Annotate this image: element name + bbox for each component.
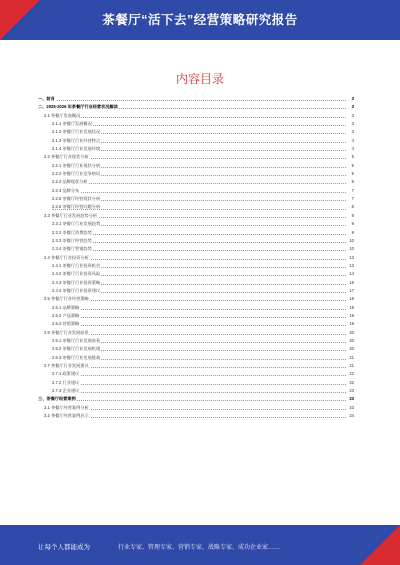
toc-entry[interactable] [38, 203, 354, 211]
toc-entry-label: 2.7.1 政策建议 [52, 371, 80, 377]
toc-page-number: 5 [351, 162, 354, 170]
toc-entry-label: 2.7 茶餐厅行业发展建议 [44, 363, 89, 368]
toc-leader-dots [52, 392, 346, 393]
toc-entry-label: 2.6.2 茶餐厅行业发展机遇 [52, 346, 101, 352]
toc-entry[interactable] [38, 187, 354, 195]
toc-entry-label: 2.3 茶餐厅行业发展趋势分析 [44, 212, 98, 218]
toc-entry[interactable] [38, 304, 354, 312]
toc-entry-label: 2.4.3 茶餐厅行业投资策略 [52, 279, 101, 285]
toc-entry-label: 2.2.4 品牌分布 [52, 187, 80, 193]
toc-page-number: 18 [348, 304, 354, 312]
toc-leader-dots [52, 183, 346, 184]
toc-entry-label: 2.2 茶餐厅行业现状分析 [44, 154, 89, 160]
toc-entry[interactable] [38, 362, 354, 370]
toc-page-number: 22 [348, 370, 354, 378]
toc-entry-label: 2.4.2 茶餐厅行业投资风险 [52, 271, 101, 277]
report-title: 茶餐厅“活下去”经营策略研究报告 [102, 13, 298, 27]
toc-page-number: 3 [351, 112, 354, 120]
toc-entry[interactable] [38, 128, 354, 136]
toc-entry[interactable] [38, 95, 354, 103]
toc-page-number: 8 [351, 203, 354, 211]
toc-entry-label: 2.3.4 茶餐厅营销趋势 [52, 246, 92, 252]
toc-page-number: 22 [348, 379, 354, 387]
toc-page-number: 9 [351, 220, 354, 228]
toc-leader-dots [52, 325, 346, 326]
toc-entry-label: 3.1 茶餐厅经营案例分析 [44, 404, 89, 410]
toc-leader-dots [38, 400, 346, 401]
toc-entry-label: 2.5.2 产品策略 [52, 312, 80, 318]
toc-entry[interactable] [38, 395, 354, 403]
toc-entry-label: 2.5.1 品牌策略 [52, 304, 80, 310]
toc-leader-dots [52, 192, 346, 193]
toc-entry[interactable] [38, 295, 354, 303]
toc-page-number: 5 [351, 153, 354, 161]
toc-entry-label: 2.6.3 茶餐厅行业发展挑战 [52, 354, 101, 360]
toc-entry-label: 2.1.1 茶餐厅发展概况 [52, 121, 92, 127]
toc-page-number: 3 [351, 103, 354, 111]
toc-leader-dots [52, 125, 346, 126]
toc-page-number: 24 [348, 412, 354, 420]
toc-page-number: 14 [348, 270, 354, 278]
toc-entry-label: 2.1 茶餐厅发展概况 [44, 112, 81, 118]
toc-page-number: 10 [348, 237, 354, 245]
toc-entry-label: 2.2.6 茶餐厅经营问题分析 [52, 204, 101, 210]
toc-page-number: 4 [351, 145, 354, 153]
toc-entry[interactable] [38, 345, 354, 353]
toc-entry[interactable] [38, 220, 354, 228]
footer-slogan: 让每个人都能成为 [38, 544, 90, 551]
toc-entry[interactable] [38, 412, 354, 420]
toc-page-number: 13 [348, 262, 354, 270]
toc-entry-label: 2.7.2 行业建议 [52, 379, 80, 385]
toc-entry[interactable] [38, 270, 354, 278]
toc-page-number: 20 [348, 345, 354, 353]
toc-page-number: 3 [351, 95, 354, 103]
toc-entry[interactable] [38, 195, 354, 203]
toc-entry[interactable] [38, 212, 354, 220]
toc-entry-label: 2.2.1 茶餐厅行业现状分析 [52, 162, 101, 168]
toc-page-number: 13 [348, 254, 354, 262]
toc-entry[interactable] [38, 387, 354, 395]
toc-entry[interactable] [38, 320, 354, 328]
toc-entry[interactable] [38, 329, 354, 337]
toc-entry-label: 2.5 茶餐厅行业经营策略 [44, 296, 89, 302]
toc-page-number: 7 [351, 187, 354, 195]
toc-entry[interactable] [38, 162, 354, 170]
toc-entry[interactable] [38, 237, 354, 245]
toc-page-number: 7 [351, 195, 354, 203]
toc-entry[interactable] [38, 112, 354, 120]
toc-entry[interactable] [38, 404, 354, 412]
toc-entry[interactable] [38, 279, 354, 287]
toc-entry[interactable] [38, 379, 354, 387]
toc-leader-dots [52, 234, 346, 235]
toc-entry[interactable] [38, 145, 354, 153]
toc-leader-dots [52, 309, 346, 310]
footer-red-stripe [360, 525, 400, 565]
toc-entry-label: 三、茶餐厅经营案例 [38, 396, 76, 402]
toc-page-number: 23 [348, 404, 354, 412]
toc-page-number: 19 [348, 320, 354, 328]
toc-leader-dots [52, 250, 346, 251]
toc-entry-label: 一、前言 [38, 96, 55, 101]
toc-page-number: 23 [348, 387, 354, 395]
toc-entry-label: 2.3.1 茶餐厅行业发展趋势 [52, 221, 101, 227]
toc-leader-dots [38, 100, 346, 101]
toc-leader-dots [44, 117, 346, 118]
toc-entry-label: 二、2025-2026 年茶餐厅行业经营状况解读 [38, 104, 118, 110]
toc-entry-label: 2.1.3 茶餐厅行业经营特点 [52, 137, 101, 143]
toc-page-number: 21 [348, 354, 354, 362]
toc-entry-label: 2.4.1 茶餐厅行业投资机会 [52, 262, 101, 268]
toc-leader-dots [52, 375, 346, 376]
toc-entry-label: 2.3.2 茶餐厅消费趋势 [52, 229, 92, 235]
toc-entry-label: 2.4 茶餐厅行业投资分析 [44, 254, 89, 260]
toc-entry[interactable] [38, 262, 354, 270]
toc-page-number: 5 [351, 170, 354, 178]
toc-page-number: 19 [348, 312, 354, 320]
toc-page-number: 3 [351, 128, 354, 136]
toc-entry-label: 3.2 茶餐厅经营案例启示 [44, 413, 89, 419]
header-banner [0, 0, 400, 40]
toc-entry[interactable] [38, 178, 354, 186]
footer-subtitle: 行业专家、管理专家、营销专家、战略专家、成功企业家…… [118, 545, 281, 551]
toc-entry-label: 2.5.3 营销策略 [52, 321, 80, 327]
toc-page-number: 10 [348, 245, 354, 253]
toc-page-number: 20 [348, 329, 354, 337]
toc-page-number: 21 [348, 362, 354, 370]
toc-entry-label: 2.2.5 茶餐厅经营现状分析 [52, 196, 101, 202]
toc-entry-label: 2.1.2 茶餐厅行业发展状况 [52, 129, 101, 135]
toc-page-number: 23 [348, 395, 354, 403]
table-of-contents [38, 95, 354, 420]
toc-entry-label: 2.6 茶餐厅行业发展前景 [44, 329, 89, 335]
toc-entry[interactable] [38, 312, 354, 320]
toc-entry[interactable] [38, 370, 354, 378]
toc-entry[interactable] [38, 137, 354, 145]
toc-entry[interactable] [38, 254, 354, 262]
footer-banner [0, 525, 400, 565]
toc-entry[interactable] [38, 170, 354, 178]
toc-entry-label: 2.7.3 企业建议 [52, 388, 80, 394]
toc-leader-dots [52, 384, 346, 385]
toc-page-number: 4 [351, 137, 354, 145]
toc-page-number: 18 [348, 295, 354, 303]
toc-entry[interactable] [38, 354, 354, 362]
toc-leader-dots [52, 317, 346, 318]
toc-page-number: 6 [351, 178, 354, 186]
toc-entry-label: 2.6.1 茶餐厅行业发展前景 [52, 337, 101, 343]
toc-title: 内容目录 [175, 72, 224, 86]
toc-entry-label: 2.2.2 茶餐厅行业竞争格局 [52, 171, 101, 177]
toc-leader-dots [52, 242, 346, 243]
toc-page-number: 16 [348, 279, 354, 287]
toc-entry[interactable] [38, 153, 354, 161]
toc-page-number: 3 [351, 120, 354, 128]
toc-entry-label: 2.1.4 茶餐厅行业发展环境 [52, 146, 101, 152]
toc-page-number: 20 [348, 337, 354, 345]
toc-entry-label: 2.4.4 茶餐厅行业投资建议 [52, 287, 101, 293]
toc-entry[interactable] [38, 120, 354, 128]
toc-page-number: 17 [348, 287, 354, 295]
toc-page-number: 8 [351, 212, 354, 220]
toc-entry[interactable] [38, 229, 354, 237]
toc-entry-label: 2.3.3 茶餐厅经营趋势 [52, 237, 92, 243]
toc-entry[interactable] [38, 337, 354, 345]
toc-entry[interactable] [38, 245, 354, 253]
toc-page-number: 9 [351, 229, 354, 237]
toc-entry[interactable] [38, 287, 354, 295]
toc-entry[interactable] [38, 103, 354, 111]
toc-entry-label: 2.2.3 品牌现状分析 [52, 179, 88, 185]
